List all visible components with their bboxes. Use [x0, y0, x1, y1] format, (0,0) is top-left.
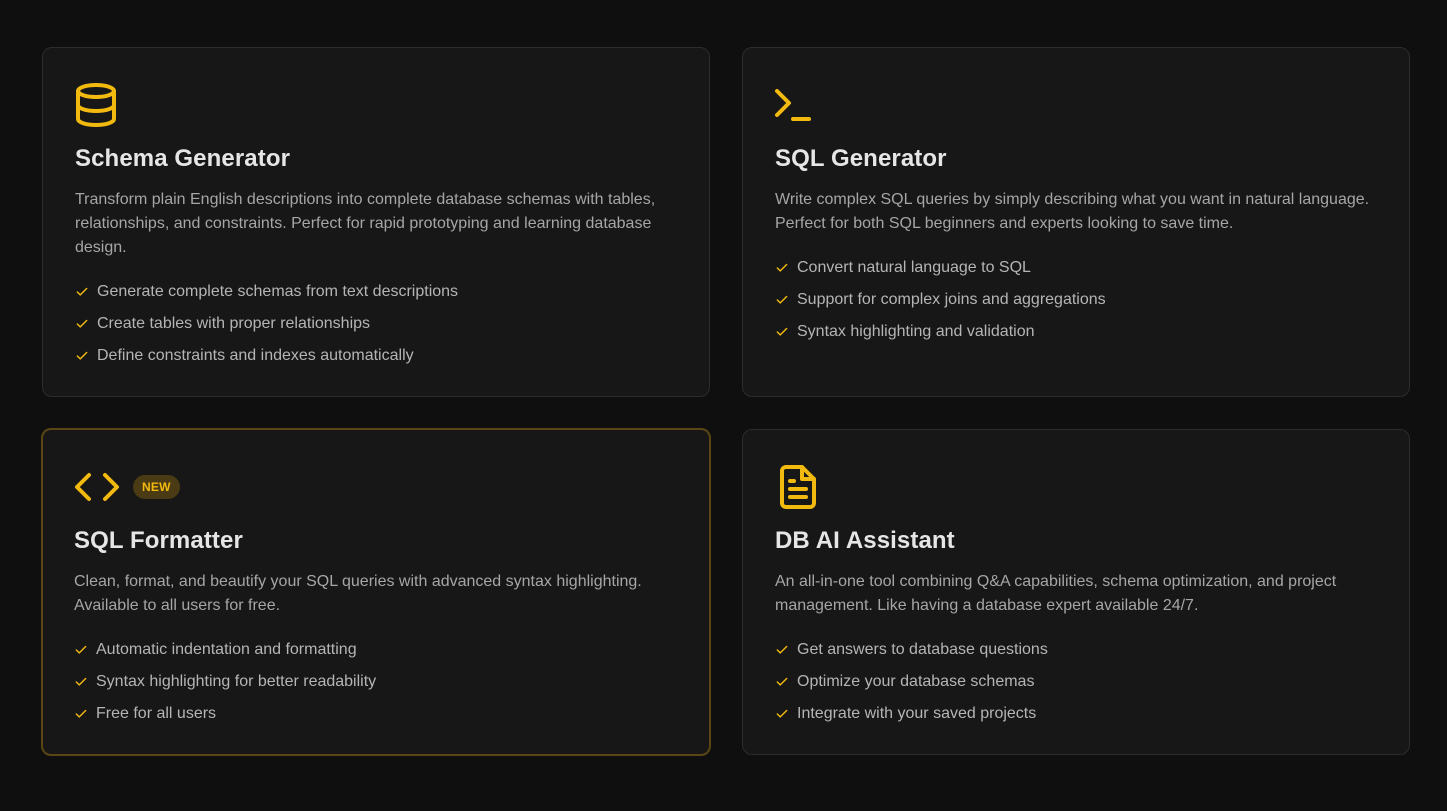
check-icon: [74, 707, 88, 721]
check-icon: [775, 293, 789, 307]
feature-list: [75, 276, 677, 372]
check-icon: [775, 707, 789, 721]
feature-text: Syntax highlighting and validation: [797, 323, 1035, 340]
card-title: Schema Generator: [75, 145, 291, 172]
feature-grid: [42, 47, 1410, 755]
card-title: SQL Generator: [775, 145, 947, 172]
database-icon: [72, 81, 120, 129]
check-icon: [75, 285, 89, 299]
feature-list: [775, 252, 1377, 348]
feature-text: Convert natural language to SQL: [797, 259, 1031, 276]
terminal-icon: [769, 81, 817, 129]
check-icon: [74, 675, 88, 689]
feature-text: Automatic indentation and formatting: [96, 641, 357, 658]
check-icon: [775, 325, 789, 339]
check-icon: [775, 261, 789, 275]
new-badge: NEW: [133, 475, 180, 499]
list-item: [75, 276, 677, 308]
card-description: Clean, format, and beautify your SQL queries with advanced syntax highlighting. Available to all users for free.: [74, 573, 642, 614]
card-description: Transform plain English descriptions into complete database schemas with tables, relationships, and constraints. Perfect for rapid prototyping and learning database design.: [75, 191, 656, 256]
check-icon: [75, 317, 89, 331]
list-item: [74, 634, 678, 666]
feature-list: [74, 634, 678, 730]
card-title: SQL Formatter: [74, 527, 243, 554]
feature-text: Create tables with proper relationships: [97, 315, 371, 332]
feature-text: Support for complex joins and aggregations: [797, 291, 1106, 308]
list-item: [775, 284, 1377, 316]
check-icon: [75, 349, 89, 363]
feature-text: Define constraints and indexes automatically: [97, 347, 414, 364]
check-icon: [775, 675, 789, 689]
feature-text: Syntax highlighting for better readability: [96, 673, 377, 690]
list-item: [75, 340, 677, 372]
list-item: [775, 316, 1377, 348]
check-icon: [775, 643, 789, 657]
feature-text: Get answers to database questions: [797, 641, 1048, 658]
card-db-ai-assistant[interactable]: [742, 429, 1410, 755]
list-item: [775, 698, 1377, 730]
feature-text: Optimize your database schemas: [797, 673, 1035, 690]
list-item: [75, 308, 677, 340]
list-item: [74, 698, 678, 730]
card-sql-formatter[interactable]: [41, 428, 711, 756]
code-icon: [73, 463, 121, 511]
list-item: [775, 634, 1377, 666]
card-sql-generator[interactable]: [742, 47, 1410, 397]
list-item: [775, 666, 1377, 698]
card-description: An all-in-one tool combining Q&A capabilities, schema optimization, and project management. Like having a database expert available 24/7.: [775, 573, 1337, 614]
feature-text: Generate complete schemas from text descriptions: [97, 283, 459, 300]
card-schema-generator[interactable]: [42, 47, 710, 397]
check-icon: [74, 643, 88, 657]
list-item: [775, 252, 1377, 284]
list-item: [74, 666, 678, 698]
document-icon: [774, 463, 822, 511]
card-description: Write complex SQL queries by simply describing what you want in natural language. Perfect for both SQL beginners and experts looking to save time.: [775, 191, 1370, 232]
feature-text: Integrate with your saved projects: [797, 705, 1037, 722]
card-title: DB AI Assistant: [775, 527, 955, 554]
feature-list: [775, 634, 1377, 730]
feature-text: Free for all users: [96, 705, 217, 722]
